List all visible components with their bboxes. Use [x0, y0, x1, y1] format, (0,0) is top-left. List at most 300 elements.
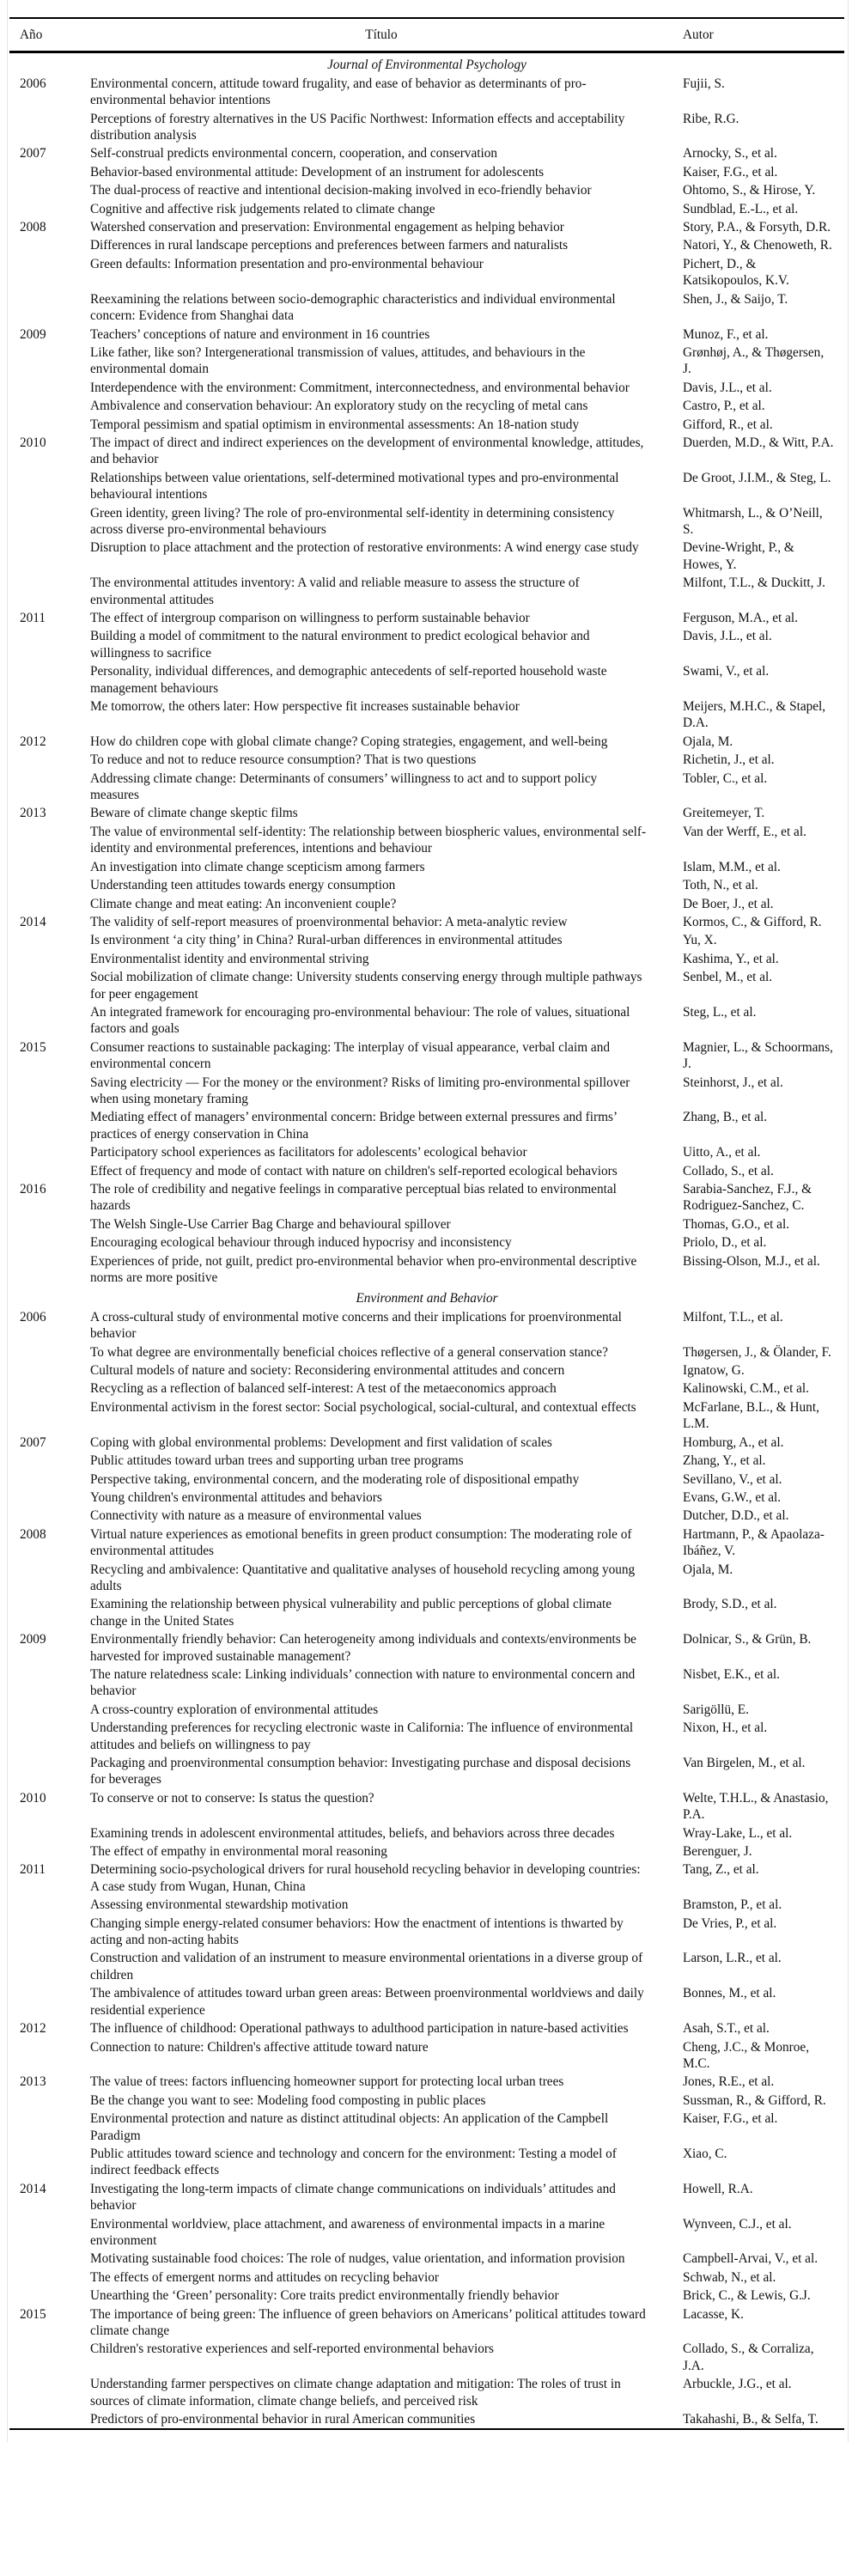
year-cell: [9, 2268, 90, 2287]
title-cell: The effect of empathy in environmental moral reasoning: [90, 1844, 387, 1860]
title-cell: Perspective taking, environmental concern, and the moderating role of dispositional empathy: [90, 1471, 580, 1487]
author-cell: Arbuckle, J.G., et al.: [683, 2377, 792, 2392]
year-cell: 2006: [20, 1309, 46, 1325]
title-cell: Participatory school experiences as facilitators for adolescents’ ecological behavior: [90, 1145, 527, 1160]
author-cell: Lacasse, K.: [683, 2306, 744, 2322]
author-cell: Larson, L.R., et al.: [683, 1951, 782, 1966]
year-cell: 2012: [20, 734, 46, 749]
author-cell: Greitemeyer, T.: [683, 806, 765, 821]
year-cell: [9, 290, 90, 326]
table-row: [9, 733, 844, 751]
author-cell: Richetin, J., et al.: [683, 752, 775, 768]
title-cell: Predictors of pro-environmental behavior in rural American communities: [90, 2412, 476, 2427]
table-row: [9, 1507, 844, 1525]
title-cell: Public attitudes toward science and technology and concern for the environment: Testing a model of indirect feedback effects: [90, 2146, 617, 2178]
table-row: [9, 75, 844, 110]
table-row: [9, 1233, 844, 1251]
author-cell: Kalinowski, C.M., et al.: [683, 1381, 810, 1397]
title-cell: Green identity, green living? The role of pro-environmental self-identity in determining consistency across diverse pro-environmental behaviours: [90, 505, 615, 537]
table-row: [9, 1896, 844, 1914]
table-row: [9, 469, 844, 504]
author-cell: Dutcher, D.D., et al.: [683, 1508, 789, 1524]
title-cell: Beware of climate change skeptic films: [90, 806, 298, 821]
table-row: [9, 1003, 844, 1038]
table-body: [9, 52, 844, 2430]
title-cell: Temporal pessimism and spatial optimism in environmental assessments: An 18-nation study: [90, 417, 580, 432]
table-row: [9, 2215, 844, 2250]
author-cell: Ribe, R.G.: [683, 111, 739, 126]
title-cell: Environmentally friendly behavior: Can heterogeneity among individuals and contexts/environments be harvested for improved sustainable management?: [90, 1632, 636, 1664]
title-cell: Environmental concern, attitude toward frugality, and ease of behavior as determinants of pro-environmental behavior intentions: [90, 76, 587, 108]
table-row: [9, 1561, 844, 1596]
title-cell: Differences in rural landscape perceptions and preferences between farmers and naturalists: [90, 238, 569, 253]
author-cell: Hartmann, P., & Apaolaza-Ibáñez, V.: [683, 1526, 825, 1559]
title-cell: Climate change and meat eating: An inconvenient couple?: [90, 896, 397, 911]
author-cell: Ohtomo, S., & Hirose, Y.: [683, 183, 816, 198]
author-cell: Sarabia-Sanchez, F.J., & Rodriguez-Sanchez, C.: [683, 1182, 812, 1214]
author-cell: Ojala, M.: [683, 734, 733, 749]
year-cell: [9, 751, 90, 769]
author-cell: Wray-Lake, L., et al.: [683, 1825, 793, 1841]
table-row: [9, 1630, 844, 1666]
table-row: [9, 895, 844, 913]
year-cell: [9, 823, 90, 858]
table-row: [9, 1915, 844, 1950]
author-cell: Shen, J., & Saijo, T.: [683, 291, 788, 307]
author-cell: Duerden, M.D., & Witt, P.A.: [683, 435, 834, 450]
year-cell: [9, 950, 90, 968]
year-cell: [9, 2287, 90, 2305]
author-cell: Homburg, A., et al.: [683, 1434, 784, 1450]
author-cell: Meijers, M.H.C., & Stapel, D.A.: [683, 699, 826, 731]
table-row: [9, 770, 844, 805]
author-cell: Collado, S., et al.: [683, 1163, 774, 1178]
author-cell: Van Birgelen, M., et al.: [683, 1756, 806, 1770]
author-cell: Castro, P., et al.: [683, 399, 765, 414]
year-cell: 2014: [20, 2181, 46, 2196]
author-cell: Fujii, S.: [683, 76, 725, 91]
table-row: [9, 2410, 844, 2429]
author-cell: Schwab, N., et al.: [683, 2269, 776, 2285]
year-cell: [9, 110, 90, 145]
year-cell: [9, 931, 90, 949]
author-cell: Nixon, H., et al.: [683, 1720, 768, 1736]
author-cell: Milfont, T.L., & Duckitt, J.: [683, 575, 825, 591]
title-cell: Social mobilization of climate change: University students conserving energy through multiple pathways for peer engagement: [90, 970, 642, 1002]
author-cell: Takahashi, B., & Selfa, T.: [683, 2412, 819, 2427]
author-cell: Whitmarsh, L., & O’Neill, S.: [683, 505, 823, 537]
table-row: [9, 163, 844, 181]
title-cell: Experiences of pride, not guilt, predict pro-environmental behavior when pro-environmental descriptive norms are more positive: [90, 1253, 637, 1286]
table-row: [9, 1789, 844, 1824]
year-cell: [9, 627, 90, 662]
table-row: [9, 2073, 844, 2091]
year-cell: 2016: [20, 1182, 46, 1197]
year-cell: 2008: [20, 1526, 46, 1542]
table-row: [9, 255, 844, 290]
author-cell: Sussman, R., & Gifford, R.: [683, 2092, 826, 2108]
author-cell: Devine-Wright, P., & Howes, Y.: [683, 540, 794, 572]
title-cell: Environmentalist identity and environmental striving: [90, 951, 369, 966]
year-cell: [9, 1003, 90, 1038]
title-cell: The Welsh Single-Use Carrier Bag Charge and behavioural spillover: [90, 1216, 451, 1232]
table-row: [9, 539, 844, 574]
author-cell: Sundblad, E.-L., et al.: [683, 201, 799, 216]
author-cell: Grønhøj, A., & Thøgersen, J.: [683, 344, 825, 377]
year-cell: 2014: [20, 914, 46, 929]
title-cell: Watershed conservation and preservation: Environmental engagement as helping behavior: [90, 220, 564, 235]
title-cell: Changing simple energy-related consumer behaviors: How the enactment of intentions is thwarted by acting and non-acting habits: [90, 1915, 624, 1948]
year-cell: [9, 255, 90, 290]
table-row: [9, 2019, 844, 2037]
table-row: [9, 627, 844, 662]
author-cell: Uitto, A., et al.: [683, 1145, 761, 1160]
table-row: [9, 968, 844, 1003]
year-cell: [9, 1452, 90, 1470]
table-row: [9, 2287, 844, 2305]
table-row: [9, 876, 844, 894]
year-cell: [9, 1824, 90, 1842]
year-cell: [9, 1896, 90, 1914]
author-cell: Story, P.A., & Forsyth, D.R.: [683, 220, 831, 235]
author-cell: Ignatow, G.: [683, 1363, 745, 1379]
author-cell: Toth, N., et al.: [683, 878, 758, 893]
year-cell: 2012: [20, 2021, 46, 2037]
author-cell: Bramston, P., et al.: [683, 1897, 782, 1913]
table-row: [9, 1754, 844, 1789]
author-cell: Jones, R.E., et al.: [683, 2074, 775, 2090]
year-cell: [9, 181, 90, 199]
author-cell: Kormos, C., & Gifford, R.: [683, 914, 822, 929]
table-row: [9, 1489, 844, 1507]
table-row: [9, 931, 844, 949]
author-cell: Natori, Y., & Chenoweth, R.: [683, 238, 832, 253]
year-cell: 2008: [20, 220, 46, 235]
year-cell: [9, 200, 90, 218]
author-cell: Islam, M.M., et al.: [683, 859, 781, 874]
title-cell: The influence of childhood: Operational pathways to adulthood participation in nature-based activities: [90, 2021, 629, 2037]
year-cell: [9, 858, 90, 876]
author-cell: Ojala, M.: [683, 1562, 733, 1577]
title-cell: Personality, individual differences, and demographic antecedents of self-reported household waste management behaviours: [90, 664, 607, 696]
year-cell: 2009: [20, 1632, 46, 1647]
year-cell: [9, 1471, 90, 1489]
title-cell: The impact of direct and indirect experiences on the development of environmental knowledge, attitudes, and behavior: [90, 435, 644, 467]
author-cell: Ferguson, M.A., et al.: [683, 611, 798, 625]
table-row: [9, 1526, 844, 1561]
table-row: [9, 2180, 844, 2215]
title-cell: Motivating sustainable food choices: The role of nudges, value orientation, and information provision: [90, 2251, 625, 2267]
author-cell: Munoz, F., et al.: [683, 326, 769, 342]
table-row: [9, 1860, 844, 1896]
year-cell: [9, 2340, 90, 2375]
title-cell: Behavior-based environmental attitude: Development of an instrument for adolescents: [90, 164, 545, 180]
title-cell: Cognitive and affective risk judgements related to climate change: [90, 201, 435, 216]
author-cell: Van der Werff, E., et al.: [683, 824, 806, 839]
table-row: [9, 574, 844, 609]
title-cell: Determining socio-psychological drivers for rural household recycling behavior in developing countries: A case study from Wugan, Hunan, China: [90, 1862, 641, 1894]
table-row: [9, 804, 844, 822]
section-title: Journal of Environmental Psychology: [327, 58, 526, 73]
year-cell: [9, 1215, 90, 1233]
title-cell: Teachers’ conceptions of nature and environment in 16 countries: [90, 326, 430, 342]
table-row: [9, 181, 844, 199]
author-cell: Kaiser, F.G., et al.: [683, 2111, 778, 2127]
column-header-title: Título: [365, 27, 398, 42]
title-cell: Mediating effect of managers’ environmental concern: Bridge between external pressures and firms’ practices of energy conservation in China: [90, 1110, 617, 1142]
author-cell: Pichert, D., & Katsikopoulos, K.V.: [683, 256, 789, 289]
year-cell: [9, 1915, 90, 1950]
author-cell: Kaiser, F.G., et al.: [683, 164, 778, 180]
author-cell: Steinhorst, J., et al.: [683, 1075, 783, 1090]
title-cell: Examining the relationship between physical vulnerability and public perceptions of global climate change in the United States: [90, 1597, 612, 1629]
table-container: [7, 0, 849, 2442]
year-cell: [9, 1949, 90, 1984]
title-cell: Cultural models of nature and society: Reconsidering environmental attitudes and concern: [90, 1363, 565, 1379]
author-cell: Zhang, Y., et al.: [683, 1453, 766, 1469]
title-cell: Addressing climate change: Determinants of consumers’ willingness to act and to support policy measures: [90, 770, 598, 803]
title-cell: A cross-cultural study of environmental motive concerns and their implications for proenvironmental behavior: [90, 1309, 622, 1342]
year-cell: [9, 2110, 90, 2145]
year-cell: [9, 574, 90, 609]
table-row: [9, 344, 844, 379]
section-header-row: [9, 52, 844, 75]
title-cell: An integrated framework for encouraging pro-environmental behaviour: The role of values, situational factors and goals: [90, 1004, 630, 1037]
author-cell: De Boer, J., et al.: [683, 896, 774, 911]
year-cell: 2011: [20, 611, 46, 625]
author-cell: Cheng, J.C., & Monroe, M.C.: [683, 2039, 810, 2071]
author-cell: Dolnicar, S., & Grün, B.: [683, 1632, 812, 1647]
column-header-author: Autor: [683, 27, 714, 42]
author-cell: Tobler, C., et al.: [683, 770, 768, 786]
year-cell: [9, 895, 90, 913]
title-cell: The dual-process of reactive and intentional decision-making involved in eco-friendly behavior: [90, 183, 592, 198]
title-cell: The value of trees: factors influencing homeowner support for protecting local urban trees: [90, 2074, 564, 2090]
table-row: [9, 1215, 844, 1233]
author-cell: Sevillano, V., et al.: [683, 1471, 782, 1487]
year-cell: [9, 1162, 90, 1180]
title-cell: The ambivalence of attitudes toward urban green areas: Between proenvironmental worldviews and daily residential experience: [90, 1986, 644, 2018]
table-row: [9, 2145, 844, 2180]
title-cell: Green defaults: Information presentation and pro-environmental behaviour: [90, 256, 484, 271]
table-row: [9, 1308, 844, 1343]
table-row: [9, 2110, 844, 2145]
year-cell: [9, 2375, 90, 2410]
title-cell: Environmental activism in the forest sector: Social psychological, social-cultural, and contextual effects: [90, 1399, 636, 1415]
table-row: [9, 1038, 844, 1074]
title-cell: To what degree are environmentally beneficial choices reflective of a general conservation stance?: [90, 1344, 608, 1360]
year-cell: [9, 770, 90, 805]
title-cell: Ambivalence and conservation behaviour: An exploratory study on the recycling of metal cans: [90, 399, 588, 414]
title-cell: Public attitudes toward urban trees and supporting urban tree programs: [90, 1453, 464, 1469]
year-cell: [9, 1666, 90, 1701]
table-row: [9, 697, 844, 733]
year-cell: [9, 1379, 90, 1398]
table-row: [9, 1452, 844, 1470]
title-cell: Environmental protection and nature as distinct attitudinal objects: An application of the Campbell Paradigm: [90, 2111, 609, 2143]
title-cell: Children's restorative experiences and self-reported environmental behaviors: [90, 2342, 494, 2357]
year-cell: [9, 416, 90, 434]
table-row: [9, 200, 844, 218]
year-cell: [9, 1754, 90, 1789]
author-cell: Welte, T.H.L., & Anastasio, P.A.: [683, 1790, 829, 1823]
title-cell: Understanding teen attitudes towards energy consumption: [90, 878, 396, 893]
table-row: [9, 1143, 844, 1161]
table-row: [9, 2268, 844, 2287]
table-row: [9, 504, 844, 539]
title-cell: Recycling and ambivalence: Quantitative and qualitative analyses of household recycling among young adults: [90, 1562, 636, 1593]
author-cell: Evans, G.W., et al.: [683, 1489, 782, 1505]
title-cell: Building a model of commitment to the natural environment to predict ecological behavior and willingness to sacrifice: [90, 629, 590, 661]
title-cell: Effect of frequency and mode of contact with nature on children's self-reported ecological behaviors: [90, 1163, 618, 1178]
year-cell: 2007: [20, 1434, 46, 1450]
title-cell: An investigation into climate change scepticism among farmers: [90, 859, 425, 874]
author-cell: Arnocky, S., et al.: [683, 146, 777, 161]
year-cell: 2015: [20, 2306, 46, 2322]
table-row: [9, 1252, 844, 1288]
title-cell: Environmental worldview, place attachment, and awareness of environmental impacts in a marine environment: [90, 2216, 606, 2248]
year-cell: 2006: [20, 76, 46, 91]
author-cell: Thøgersen, J., & Ölander, F.: [683, 1344, 831, 1360]
year-cell: [9, 469, 90, 504]
title-cell: Connectivity with nature as a measure of environmental values: [90, 1508, 422, 1524]
author-cell: Sarigöllü, E.: [683, 1702, 749, 1717]
author-cell: Collado, S., & Corraliza, J.A.: [683, 2342, 814, 2373]
table-row: [9, 662, 844, 697]
year-cell: [9, 2410, 90, 2429]
author-cell: Steg, L., et al.: [683, 1004, 757, 1020]
table-row: [9, 1398, 844, 1434]
title-cell: The validity of self-report measures of proenvironmental behavior: A meta-analytic review: [90, 914, 568, 929]
title-cell: Construction and validation of an instrument to measure environmental orientations in a diverse group of children: [90, 1951, 643, 1982]
year-cell: 2010: [20, 1790, 46, 1806]
table-row: [9, 434, 844, 469]
table-row: [9, 1824, 844, 1842]
title-cell: The effects of emergent norms and attitudes on recycling behavior: [90, 2269, 439, 2285]
title-cell: Assessing environmental stewardship motivation: [90, 1897, 349, 1913]
table-row: [9, 1379, 844, 1398]
title-cell: The nature relatedness scale: Linking individuals’ connection with nature to environmental concern and behavior: [90, 1666, 636, 1699]
year-cell: [9, 236, 90, 254]
title-cell: Recycling as a reflection of balanced self-interest: A test of the metaeconomics approach: [90, 1381, 557, 1397]
title-cell: Self-construal predicts environmental concern, cooperation, and conservation: [90, 146, 498, 161]
year-cell: [9, 1507, 90, 1525]
author-cell: Zhang, B., et al.: [683, 1110, 768, 1125]
year-cell: [9, 662, 90, 697]
table-row: [9, 858, 844, 876]
table-header-row: [9, 18, 844, 52]
title-cell: The role of credibility and negative feelings in comparative perceptual bias related to environmental hazards: [90, 1182, 617, 1214]
title-cell: Packaging and proenvironmental consumption behavior: Investigating purchase and disposal decisions for beverages: [90, 1756, 631, 1787]
title-cell: Investigating the long-term impacts of climate change communications on individuals’ attitudes and behavior: [90, 2181, 616, 2214]
year-cell: [9, 1074, 90, 1109]
title-cell: To conserve or not to conserve: Is status the question?: [90, 1790, 374, 1806]
author-cell: Campbell-Arvai, V., et al.: [683, 2251, 819, 2267]
publications-table: [9, 17, 844, 2430]
table-row: [9, 913, 844, 931]
year-cell: [9, 504, 90, 539]
table-row: [9, 1471, 844, 1489]
year-cell: 2013: [20, 806, 46, 821]
year-cell: [9, 876, 90, 894]
author-cell: Swami, V., et al.: [683, 664, 770, 679]
table-row: [9, 1162, 844, 1180]
title-cell: Interdependence with the environment: Commitment, interconnectedness, and environmental behavior: [90, 380, 630, 395]
table-row: [9, 1108, 844, 1143]
table-row: [9, 2092, 844, 2110]
year-cell: [9, 539, 90, 574]
title-cell: Saving electricity — For the money or the environment? Risks of limiting pro-environmental spillover when using monetary framing: [90, 1075, 630, 1106]
author-cell: Asah, S.T., et al.: [683, 2021, 770, 2037]
author-cell: De Vries, P., et al.: [683, 1915, 777, 1931]
year-cell: [9, 2092, 90, 2110]
year-cell: [9, 1108, 90, 1143]
year-cell: [9, 2038, 90, 2074]
table-row: [9, 326, 844, 344]
table-row: [9, 2375, 844, 2410]
year-cell: 2009: [20, 326, 46, 342]
title-cell: Virtual nature experiences as emotional benefits in green product consumption: The moderating role of environmental attitudes: [90, 1526, 632, 1559]
table-row: [9, 1719, 844, 1754]
table-row: [9, 1842, 844, 1860]
year-cell: [9, 697, 90, 733]
column-header-year: Año: [20, 27, 43, 42]
author-cell: Berenguer, J.: [683, 1844, 752, 1860]
year-cell: 2011: [20, 1862, 46, 1878]
table-row: [9, 2305, 844, 2341]
author-cell: Priolo, D., et al.: [683, 1235, 767, 1251]
author-cell: Milfont, T.L., et al.: [683, 1309, 783, 1325]
table-row: [9, 1434, 844, 1452]
table-row: [9, 144, 844, 162]
author-cell: Bonnes, M., et al.: [683, 1986, 776, 2001]
title-cell: Me tomorrow, the others later: How perspective fit increases sustainable behavior: [90, 699, 520, 715]
author-cell: Brody, S.D., et al.: [683, 1597, 777, 1612]
table-row: [9, 1595, 844, 1630]
table-row: [9, 110, 844, 145]
year-cell: [9, 1561, 90, 1596]
year-cell: [9, 1984, 90, 2019]
author-cell: Magnier, L., & Schoormans, J.: [683, 1039, 833, 1072]
year-cell: [9, 1143, 90, 1161]
title-cell: The importance of being green: The influence of green behaviors on Americans’ political attitudes toward climate change: [90, 2306, 646, 2338]
title-cell: Understanding preferences for recycling electronic waste in California: The influence of environmental attitudes and beliefs on willingness to pay: [90, 1720, 634, 1752]
year-cell: [9, 1595, 90, 1630]
table-row: [9, 823, 844, 858]
title-cell: A cross-country exploration of environmental attitudes: [90, 1702, 379, 1717]
table-row: [9, 950, 844, 968]
author-cell: Bissing-Olson, M.J., et al.: [683, 1253, 820, 1269]
table-row: [9, 2340, 844, 2375]
year-cell: [9, 379, 90, 397]
year-cell: [9, 2250, 90, 2268]
table-row: [9, 2038, 844, 2074]
year-cell: [9, 163, 90, 181]
author-cell: Senbel, M., et al.: [683, 970, 773, 985]
year-cell: 2013: [20, 2074, 46, 2090]
section-header-row: [9, 1287, 844, 1307]
table-row: [9, 609, 844, 627]
year-cell: [9, 2215, 90, 2250]
title-cell: Young children's environmental attitudes and behaviors: [90, 1489, 382, 1505]
year-cell: 2010: [20, 435, 46, 450]
table-row: [9, 290, 844, 326]
year-cell: [9, 1252, 90, 1288]
author-cell: Wynveen, C.J., et al.: [683, 2216, 792, 2232]
author-cell: Nisbet, E.K., et al.: [683, 1666, 781, 1682]
year-cell: [9, 1719, 90, 1754]
table-row: [9, 397, 844, 415]
